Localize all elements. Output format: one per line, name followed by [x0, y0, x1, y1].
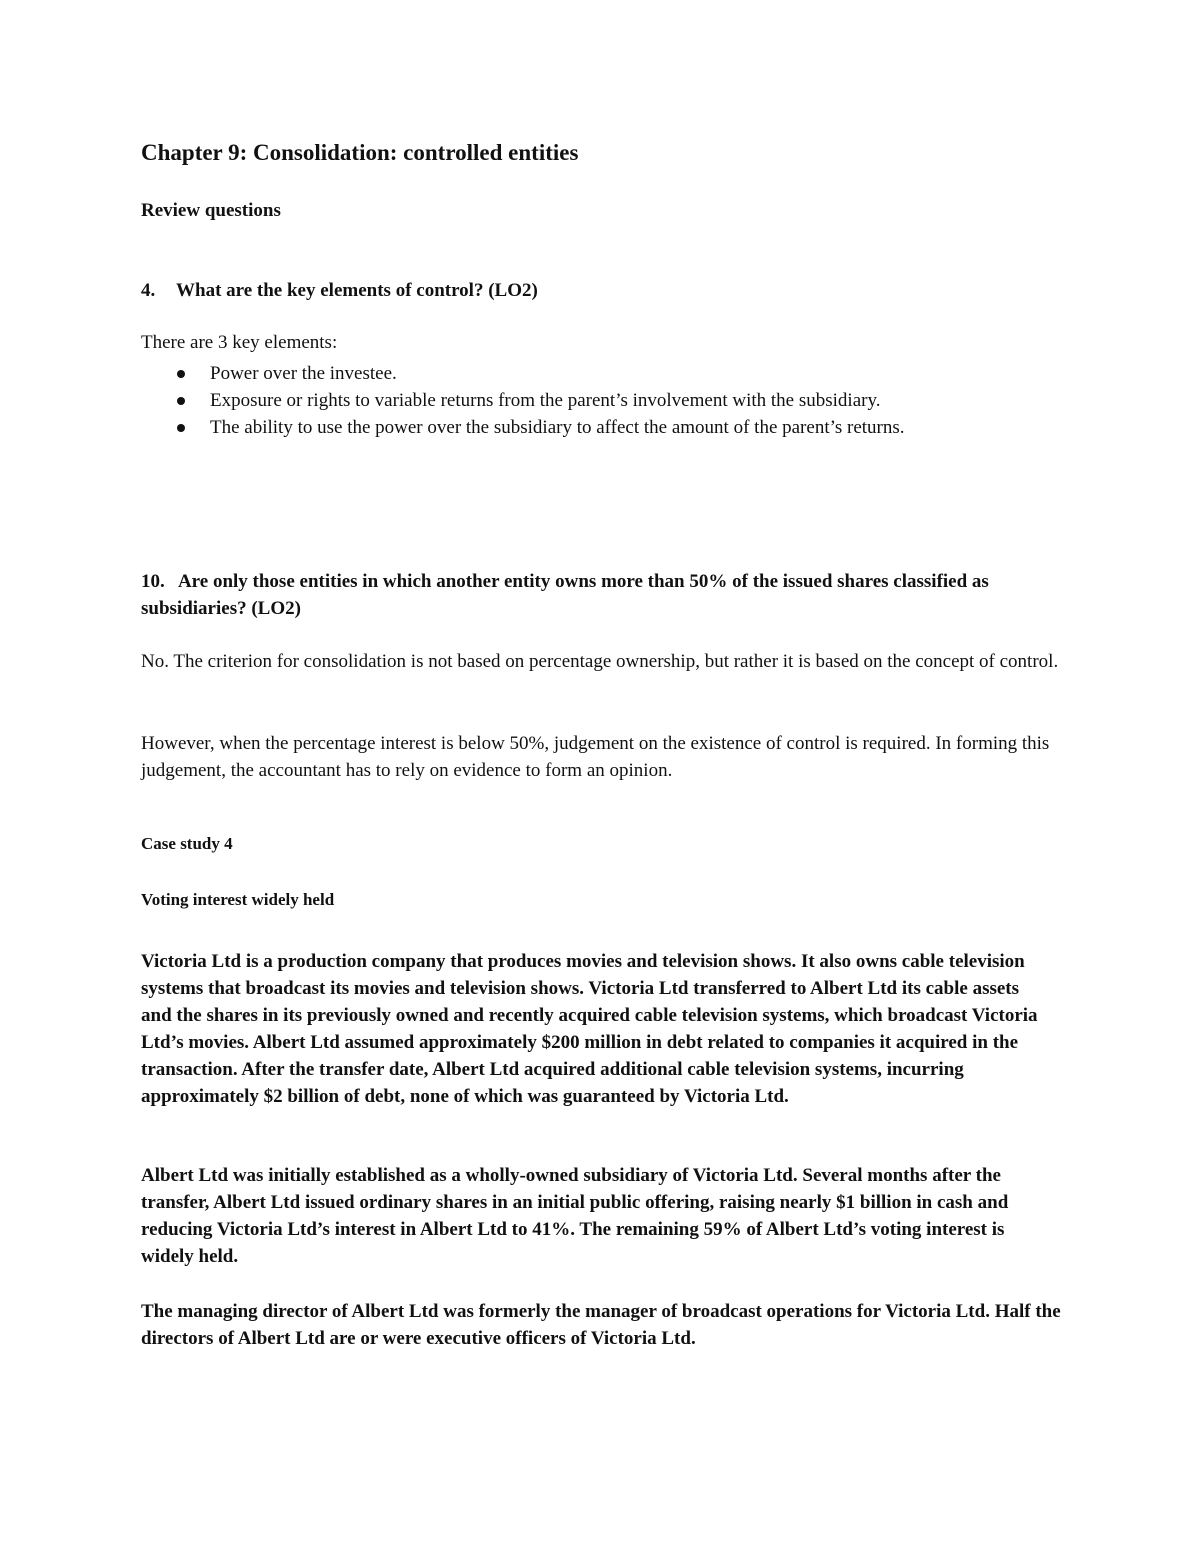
question-10-answer-2: However, when the percentage interest is below 50%, judgement on the existence of control is required. In forming this judgement, the accountant has to rely on evidence to form an opinion. [141, 733, 1050, 781]
case-study-paragraph-1: Victoria Ltd is a production company that produces movies and television shows. It also owns cable television systems that broadcast its movies and television shows. Victoria Ltd transferred to Albert Ltd its cable assets and the shares in its previously owned and recently acquired cable television systems, which broadcast Victoria Ltd’s movies. Albert Ltd assumed approximately $200 million in debt related to companies it acquired in the transaction. After the transfer date, Albert Ltd acquired additional cable television systems, incurring approximately $2 billion of debt, none of which was guaranteed by Victoria Ltd. [141, 951, 1038, 1107]
question-4-text: What are the key elements of control? (LO2) [176, 280, 538, 301]
question-10-answer-1: No. The criterion for consolidation is not based on percentage ownership, but rather it is based on the concept of control. [141, 651, 1059, 672]
review-questions-heading: Review questions [141, 200, 281, 221]
case-study-heading: Case study 4 [141, 834, 233, 853]
list-item [141, 414, 1071, 441]
case-study-paragraph-2: Albert Ltd was initially established as a wholly-owned subsidiary of Victoria Ltd. Several months after the transfer, Albert Ltd issued ordinary shares in an initial public offering, raising nearly $1 billion in cash and reducing Victoria Ltd’s interest in Albert Ltd to 41%. The remaining 59% of Albert Ltd’s voting interest is widely held. [141, 1165, 1009, 1267]
question-10: 10. Are only those entities in which another entity owns more than 50% of the issued shares classified as subsidiaries? (LO2) [141, 571, 994, 619]
key-elements-list [141, 360, 1071, 441]
chapter-title: Chapter 9: Consolidation: controlled entities [141, 140, 579, 165]
bullet-icon [177, 397, 185, 405]
bullet-icon [177, 424, 185, 432]
question-4 [141, 280, 538, 302]
list-item-text: Power over the investee. [210, 363, 397, 384]
question-4-intro: There are 3 key elements: [141, 332, 338, 353]
case-study-paragraph-3: The managing director of Albert Ltd was formerly the manager of broadcast operations for Victoria Ltd. Half the directors of Albert Ltd are or were executive officers of Victoria Ltd. [141, 1301, 1061, 1349]
bullet-icon [177, 370, 185, 378]
list-item [141, 387, 1071, 414]
question-4-number: 4. [141, 280, 156, 301]
list-item-text: Exposure or rights to variable returns from the parent’s involvement with the subsidiary. [210, 390, 881, 411]
list-item [141, 360, 1071, 387]
case-study-subheading: Voting interest widely held [141, 890, 335, 909]
list-item-text: The ability to use the power over the subsidiary to affect the amount of the parent’s returns. [210, 417, 905, 438]
